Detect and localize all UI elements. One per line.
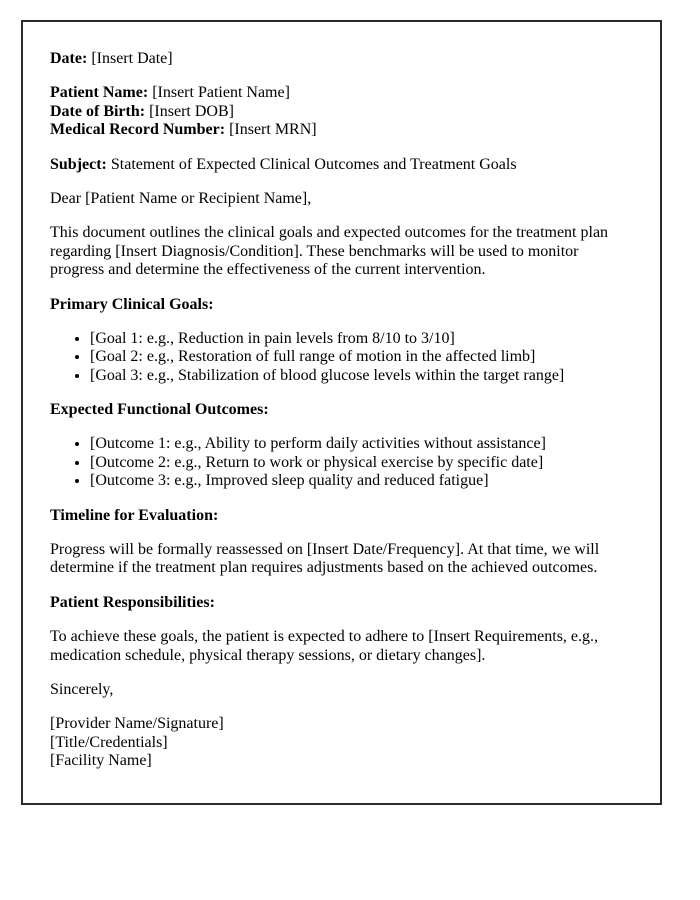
goal-item-3: • [Goal 3: e.g., Stabilization of blood glucose levels within the target range] bbox=[90, 367, 633, 385]
title-credentials-line: [Title/Credentials] bbox=[50, 733, 168, 751]
outcome-item-3: • [Outcome 3: e.g., Improved sleep quality and reduced fatigue] bbox=[90, 472, 633, 490]
salutation: Dear [Patient Name or Recipient Name], bbox=[50, 189, 312, 207]
outcome-item-2: • [Outcome 2: e.g., Return to work or physical exercise by specific date] bbox=[90, 454, 633, 472]
date-value: [Insert Date] bbox=[91, 50, 173, 67]
outcomes-list bbox=[50, 435, 633, 490]
outcomes-heading: Expected Functional Outcomes: bbox=[50, 401, 269, 419]
subject-value: Statement of Expected Clinical Outcomes and Treatment Goals bbox=[110, 155, 517, 173]
intro-paragraph: This document outlines the clinical goals and expected outcomes for the treatment plan regarding [Insert Diagnosis/Condition]. These benchmarks will be used to monitor progress and determine the effectiveness of the current intervention. bbox=[50, 224, 609, 279]
patient-name-line bbox=[50, 84, 633, 102]
letter-border-frame bbox=[21, 20, 662, 805]
closing-line: Sincerely, bbox=[50, 680, 114, 698]
mrn-label: Medical Record Number: bbox=[50, 121, 226, 139]
outcome-item-1: • [Outcome 1: e.g., Ability to perform daily activities without assistance] bbox=[90, 435, 633, 453]
dob-value: [Insert DOB] bbox=[149, 102, 234, 120]
provider-name-line: [Provider Name/Signature] bbox=[50, 715, 224, 733]
goals-heading: Primary Clinical Goals: bbox=[50, 295, 214, 313]
date-line bbox=[50, 50, 633, 68]
patient-name-label: Patient Name: bbox=[50, 84, 149, 102]
dob-label: Date of Birth: bbox=[50, 102, 146, 120]
patient-name-value: [Insert Patient Name] bbox=[152, 84, 290, 102]
signature-block bbox=[50, 715, 633, 770]
responsibilities-paragraph: To achieve these goals, the patient is expected to adhere to [Insert Requirements, e.g., medication schedule, physical therapy sessions, or dietary changes]. bbox=[50, 628, 599, 664]
subject-label: Subject: bbox=[50, 155, 107, 173]
timeline-paragraph: Progress will be formally reassessed on [Insert Date/Frequency]. At that time, we will determine if the treatment plan requires adjustments based on the achieved outcomes. bbox=[50, 541, 600, 577]
subject-line bbox=[50, 156, 633, 174]
facility-name-line: [Facility Name] bbox=[50, 752, 152, 770]
date-label: Date: bbox=[50, 50, 88, 67]
responsibilities-heading: Patient Responsibilities: bbox=[50, 593, 215, 611]
dob-line bbox=[50, 103, 633, 121]
goals-list bbox=[50, 330, 633, 385]
goal-item-2: • [Goal 2: e.g., Restoration of full range of motion in the affected limb] bbox=[90, 348, 633, 366]
mrn-line bbox=[50, 121, 633, 139]
mrn-value: [Insert MRN] bbox=[229, 121, 317, 139]
timeline-heading: Timeline for Evaluation: bbox=[50, 506, 219, 524]
patient-info-block bbox=[50, 84, 633, 139]
goal-item-1: • [Goal 1: e.g., Reduction in pain levels from 8/10 to 3/10] bbox=[90, 330, 633, 348]
